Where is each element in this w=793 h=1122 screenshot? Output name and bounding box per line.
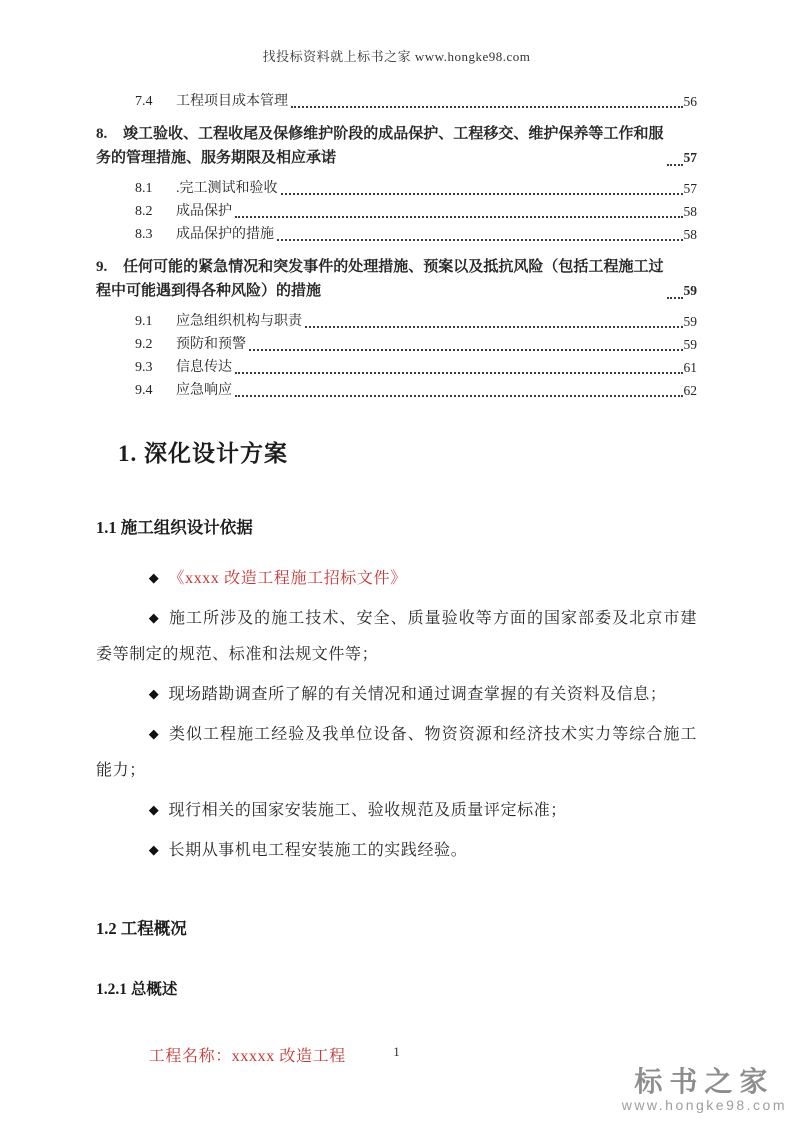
toc-entry	[96, 201, 697, 222]
page-header-text: 找投标资料就上标书之家 www.hongke98.com	[262, 49, 531, 64]
section-1-2-title: 1.2 工程概况	[96, 919, 187, 938]
bullet-text: 现场踏勘调查所了解的有关情况和通过调查掌握的有关资料及信息；	[168, 686, 667, 703]
diamond-bullet-icon: ◆	[148, 686, 160, 701]
toc-entry	[96, 91, 697, 112]
bullet-item	[96, 716, 697, 789]
toc-entry-title: 任何可能的紧急情况和突发事件的处理措施、预案以及抵抗风险（包括工程施工过程中可能遇到得各种风险）的措施	[96, 259, 664, 299]
dot-leader	[249, 349, 683, 351]
toc-entry-title: 工程项目成本管理	[176, 94, 288, 109]
toc-entry-number: 8.	[96, 126, 108, 142]
bullet-item	[96, 560, 697, 597]
dot-leader	[235, 216, 683, 218]
toc-page-number: 59	[683, 314, 697, 329]
toc-entry	[96, 255, 697, 303]
bullet-text: 长期从事机电工程安装施工的实践经验。	[168, 842, 468, 859]
toc-page-number: 62	[683, 383, 697, 398]
section-1-2-1-title: 1.2.1 总概述	[96, 981, 178, 998]
toc-page-number: 61	[683, 360, 697, 375]
toc-entry-title: 竣工验收、工程收尾及保修维护阶段的成品保护、工程移交、维护保养等工作和服务的管理措施、服务期限及相应承诺	[96, 126, 664, 166]
toc-entry-title: 成品保护的措施	[176, 227, 274, 242]
chapter-title: 1. 深化设计方案	[118, 441, 288, 466]
toc-entry-title: 应急响应	[176, 383, 232, 398]
toc-entry-title: 成品保护	[176, 204, 232, 219]
watermark	[622, 1067, 787, 1114]
toc-entry-number: 9.2	[135, 337, 153, 352]
diamond-bullet-icon: ◆	[148, 570, 160, 585]
toc-page-number: 56	[683, 94, 697, 109]
diamond-bullet-icon: ◆	[148, 726, 160, 741]
toc-page-number: 59	[683, 283, 697, 298]
bullet-item	[96, 676, 697, 713]
bullet-item	[96, 600, 697, 673]
toc-entry-number: 9.3	[135, 360, 153, 375]
toc-page-number: 58	[683, 204, 697, 219]
toc-entry-number: 9.4	[135, 383, 153, 398]
bullet-text: 《xxxx 改造工程施工招标文件》	[168, 570, 407, 587]
dot-leader	[291, 106, 683, 108]
toc-entry-title: 信息传达	[176, 360, 232, 375]
page-number: 1	[393, 1044, 400, 1059]
toc-entry-number: 8.1	[135, 181, 153, 196]
toc-page-number: 57	[683, 181, 697, 196]
toc-entry-title: 应急组织机构与职责	[176, 314, 302, 329]
bullet-list	[96, 560, 697, 869]
toc-entry	[96, 178, 697, 199]
section-1-1-title: 1.1 施工组织设计依据	[96, 518, 253, 537]
toc-entry	[96, 311, 697, 332]
toc-page-number: 57	[683, 150, 697, 165]
toc-entry	[96, 224, 697, 245]
dot-leader	[667, 164, 683, 166]
toc-entry-number: 8.2	[135, 204, 153, 219]
dot-leader	[277, 239, 683, 241]
toc-entry-title: .完工测试和验收	[176, 181, 278, 196]
toc-entry-number: 8.3	[135, 227, 153, 242]
toc-entry	[96, 357, 697, 378]
dot-leader	[305, 326, 683, 328]
bullet-item	[96, 792, 697, 829]
dot-leader	[235, 395, 683, 397]
toc-entry	[96, 334, 697, 355]
toc-page-number: 58	[683, 227, 697, 242]
bullet-item	[96, 832, 697, 869]
toc-entry-title: 预防和预警	[176, 337, 246, 352]
diamond-bullet-icon: ◆	[148, 842, 160, 857]
toc-entry-number: 9.	[96, 259, 108, 275]
dot-leader	[281, 193, 683, 195]
toc-page-number: 59	[683, 337, 697, 352]
toc-entry-number: 7.4	[135, 94, 153, 109]
toc-entry	[96, 122, 697, 170]
dot-leader	[667, 297, 683, 299]
diamond-bullet-icon: ◆	[148, 802, 160, 817]
bullet-text: 现行相关的国家安装施工、验收规范及质量评定标准；	[168, 802, 567, 819]
watermark-logo-text: 标书之家	[634, 1066, 775, 1097]
project-name-line: 工程名称：xxxxx 改造工程	[148, 1048, 346, 1065]
toc-entry	[96, 380, 697, 401]
toc-entry-number: 9.1	[135, 314, 153, 329]
dot-leader	[235, 372, 683, 374]
table-of-contents	[96, 91, 697, 401]
watermark-url: www.hongke98.com	[621, 1097, 787, 1113]
bullet-text: 类似工程施工经验及我单位设备、物资资源和经济技术实力等综合施工能力；	[96, 726, 697, 779]
diamond-bullet-icon: ◆	[148, 610, 160, 625]
bullet-text: 施工所涉及的施工技术、安全、质量验收等方面的国家部委及北京市建委等制定的规范、标准和法规文件等；	[96, 610, 697, 663]
